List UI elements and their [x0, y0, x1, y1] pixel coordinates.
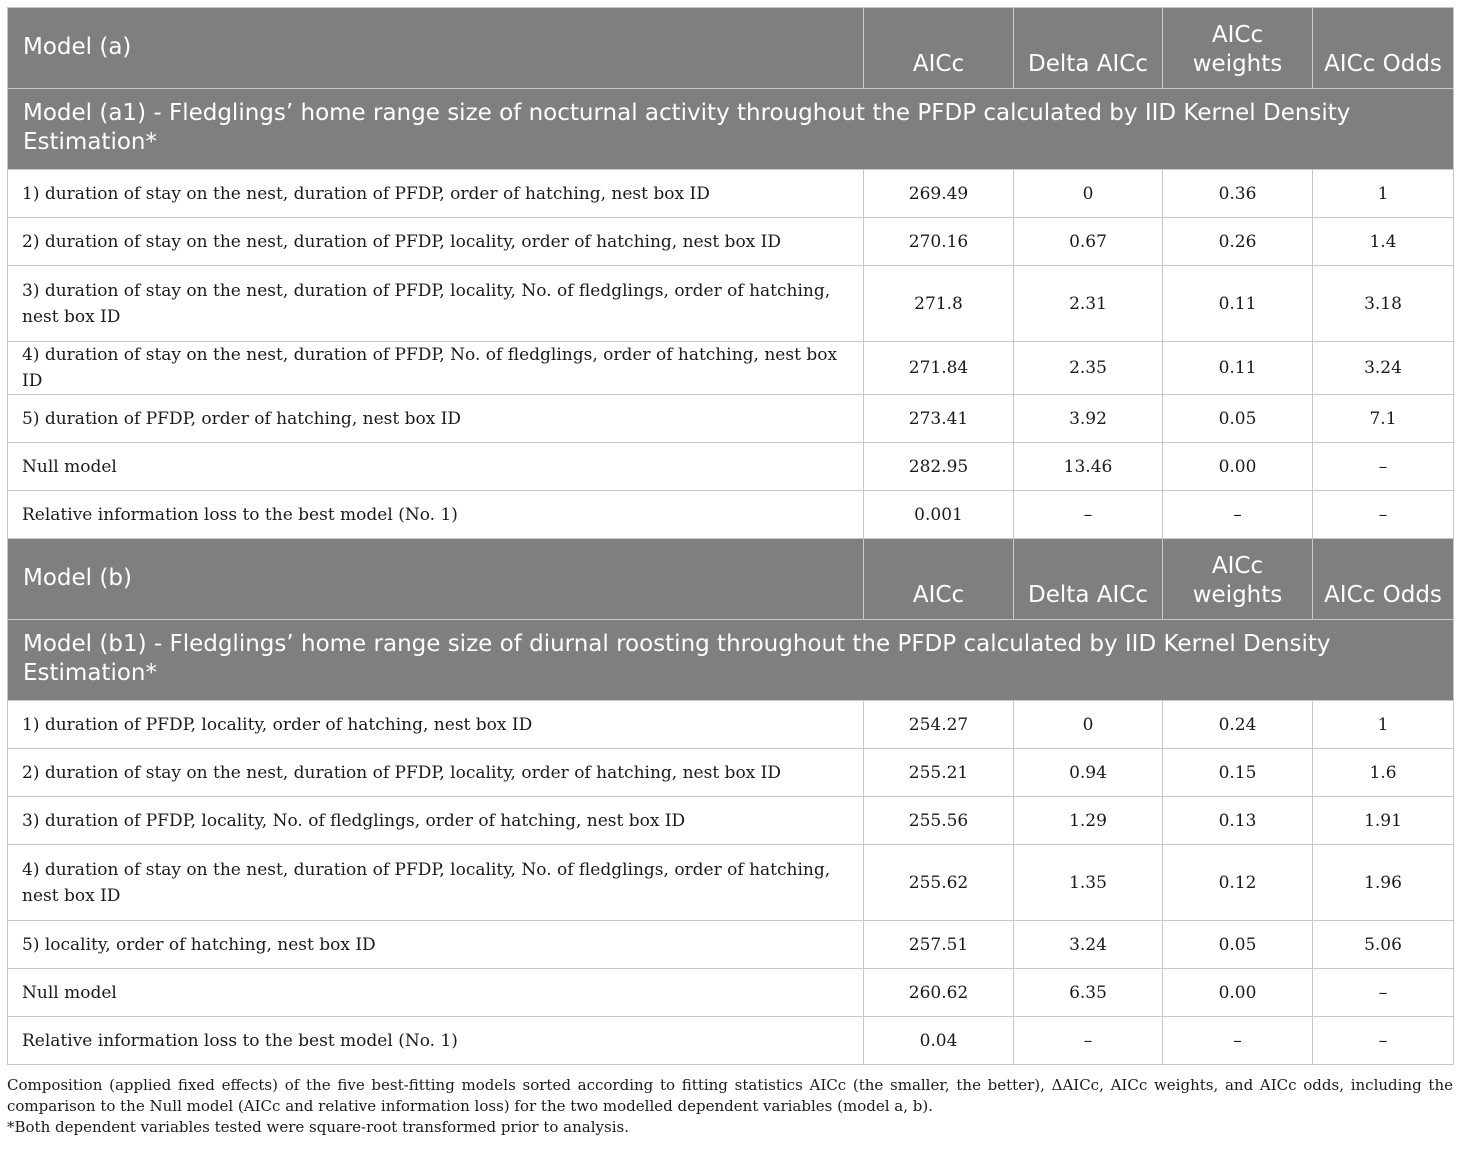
delta-aicc-cell: 13.46 — [1014, 443, 1163, 491]
aicc-weight-cell: 0.05 — [1163, 395, 1313, 443]
model-description-cell: Null model — [8, 969, 864, 1017]
table-row — [8, 845, 1454, 921]
aicc-odds-cell: 7.1 — [1313, 395, 1454, 443]
delta-aicc-cell: – — [1014, 1017, 1163, 1065]
aicc-weight-cell: 0.00 — [1163, 443, 1313, 491]
aicc-odds-cell: 3.24 — [1313, 342, 1454, 395]
model-description-cell: 1) duration of stay on the nest, duration of PFDP, order of hatching, nest box ID — [8, 170, 864, 218]
aicc-cell: 260.62 — [864, 969, 1014, 1017]
aicc-weight-cell: – — [1163, 1017, 1313, 1065]
model-description-cell: 2) duration of stay on the nest, duration of PFDP, locality, order of hatching, nest box ID — [8, 749, 864, 797]
aicc-cell: 273.41 — [864, 395, 1014, 443]
delta-aicc-cell: 2.31 — [1014, 266, 1163, 342]
aicc-odds-cell: 3.18 — [1313, 266, 1454, 342]
aicc-weight-cell: 0.12 — [1163, 845, 1313, 921]
aicc-weight-cell: 0.13 — [1163, 797, 1313, 845]
aicc-cell: 271.84 — [864, 342, 1014, 395]
table-row — [8, 701, 1454, 749]
aicc-cell: 255.56 — [864, 797, 1014, 845]
table-row — [8, 921, 1454, 969]
delta-aicc-cell: 0 — [1014, 701, 1163, 749]
aicc-cell: 254.27 — [864, 701, 1014, 749]
aicc-odds-cell: 1.6 — [1313, 749, 1454, 797]
aicc-odds-cell: 5.06 — [1313, 921, 1454, 969]
model-column-header: Model (b) — [8, 539, 864, 620]
aicc-weights-column-header: AICc weights — [1163, 8, 1313, 89]
aicc-odds-cell: 1 — [1313, 170, 1454, 218]
aicc-cell: 0.001 — [864, 491, 1014, 539]
table-row — [8, 218, 1454, 266]
aicc-cell: 271.8 — [864, 266, 1014, 342]
delta-aicc-cell: 0 — [1014, 170, 1163, 218]
table-row — [8, 342, 1454, 395]
aicc-weight-cell: 0.11 — [1163, 266, 1313, 342]
aicc-odds-cell: – — [1313, 969, 1454, 1017]
section-subtitle: Model (a1) - Fledglings’ home range size of nocturnal activity throughout the PFDP calculated by IID Kernel Density Estimation* — [8, 89, 1454, 170]
model-description-cell: 3) duration of PFDP, locality, No. of fledglings, order of hatching, nest box ID — [8, 797, 864, 845]
delta-aicc-cell: 3.24 — [1014, 921, 1163, 969]
aicc-odds-column-header: AICc Odds — [1313, 8, 1454, 89]
table-row — [8, 749, 1454, 797]
table-notes — [7, 1075, 1453, 1138]
aicc-cell: 270.16 — [864, 218, 1014, 266]
aicc-weight-cell: 0.26 — [1163, 218, 1313, 266]
aicc-weight-cell: 0.11 — [1163, 342, 1313, 395]
model-description-cell: 3) duration of stay on the nest, duration of PFDP, locality, No. of fledglings, order of hatching, nest box ID — [8, 266, 864, 342]
aicc-weight-cell: 0.00 — [1163, 969, 1313, 1017]
aicc-cell: 0.04 — [864, 1017, 1014, 1065]
aicc-odds-cell: – — [1313, 443, 1454, 491]
delta-aicc-cell: 0.94 — [1014, 749, 1163, 797]
aicc-odds-cell: 1.96 — [1313, 845, 1454, 921]
aicc-weight-cell: 0.05 — [1163, 921, 1313, 969]
table-row — [8, 443, 1454, 491]
delta-aicc-cell: 3.92 — [1014, 395, 1163, 443]
delta-aicc-cell: 1.29 — [1014, 797, 1163, 845]
delta-aicc-cell: 2.35 — [1014, 342, 1163, 395]
model-description-cell: 4) duration of stay on the nest, duration of PFDP, locality, No. of fledglings, order of hatching, nest box ID — [8, 845, 864, 921]
table-caption: Composition (applied fixed effects) of the five best-fitting models sorted according to fitting statistics AICc (the smaller, the better), ΔAICc, AICc weights, and AICc odds, including the comparison to the Null model (AICc and relative information loss) for the two modelled dependent variables (model a, b). — [7, 1076, 1453, 1115]
table-row — [8, 170, 1454, 218]
aicc-column-header: AICc — [864, 539, 1014, 620]
section-subtitle-row — [8, 620, 1454, 701]
model-description-cell: Relative information loss to the best model (No. 1) — [8, 1017, 864, 1065]
model-comparison-table — [7, 7, 1454, 1065]
model-description-cell: 2) duration of stay on the nest, duration of PFDP, locality, order of hatching, nest box ID — [8, 218, 864, 266]
model-description-cell: 4) duration of stay on the nest, duration of PFDP, No. of fledglings, order of hatching, nest box ID — [8, 342, 864, 395]
delta-aicc-cell: 1.35 — [1014, 845, 1163, 921]
model-description-cell: 5) duration of PFDP, order of hatching, nest box ID — [8, 395, 864, 443]
delta-aicc-cell: 0.67 — [1014, 218, 1163, 266]
aicc-weight-cell: – — [1163, 491, 1313, 539]
aicc-cell: 282.95 — [864, 443, 1014, 491]
aicc-odds-cell: 1.4 — [1313, 218, 1454, 266]
aicc-cell: 257.51 — [864, 921, 1014, 969]
delta-aicc-column-header: Delta AICc — [1014, 8, 1163, 89]
aicc-weights-column-header: AICc weights — [1163, 539, 1313, 620]
table-container — [7, 7, 1453, 1138]
model-column-header: Model (a) — [8, 8, 864, 89]
table-row — [8, 491, 1454, 539]
aicc-odds-cell: – — [1313, 1017, 1454, 1065]
delta-aicc-cell: 6.35 — [1014, 969, 1163, 1017]
aicc-weight-cell: 0.36 — [1163, 170, 1313, 218]
aicc-weight-cell: 0.24 — [1163, 701, 1313, 749]
aicc-odds-cell: 1 — [1313, 701, 1454, 749]
aicc-odds-cell: – — [1313, 491, 1454, 539]
delta-aicc-column-header: Delta AICc — [1014, 539, 1163, 620]
table-row — [8, 395, 1454, 443]
section-header-row — [8, 539, 1454, 620]
model-description-cell: Relative information loss to the best model (No. 1) — [8, 491, 864, 539]
model-description-cell: 1) duration of PFDP, locality, order of hatching, nest box ID — [8, 701, 864, 749]
aicc-column-header: AICc — [864, 8, 1014, 89]
aicc-cell: 255.62 — [864, 845, 1014, 921]
model-description-cell: 5) locality, order of hatching, nest box ID — [8, 921, 864, 969]
table-row — [8, 1017, 1454, 1065]
table-row — [8, 797, 1454, 845]
aicc-odds-cell: 1.91 — [1313, 797, 1454, 845]
aicc-weight-cell: 0.15 — [1163, 749, 1313, 797]
delta-aicc-cell: – — [1014, 491, 1163, 539]
aicc-cell: 255.21 — [864, 749, 1014, 797]
table-row — [8, 969, 1454, 1017]
table-row — [8, 266, 1454, 342]
table-footnote: *Both dependent variables tested were square-root transformed prior to analysis. — [7, 1118, 629, 1136]
model-description-cell: Null model — [8, 443, 864, 491]
section-subtitle: Model (b1) - Fledglings’ home range size of diurnal roosting throughout the PFDP calculated by IID Kernel Density Estimation* — [8, 620, 1454, 701]
aicc-odds-column-header: AICc Odds — [1313, 539, 1454, 620]
aicc-cell: 269.49 — [864, 170, 1014, 218]
section-header-row — [8, 8, 1454, 89]
section-subtitle-row — [8, 89, 1454, 170]
table-body — [8, 8, 1454, 1065]
